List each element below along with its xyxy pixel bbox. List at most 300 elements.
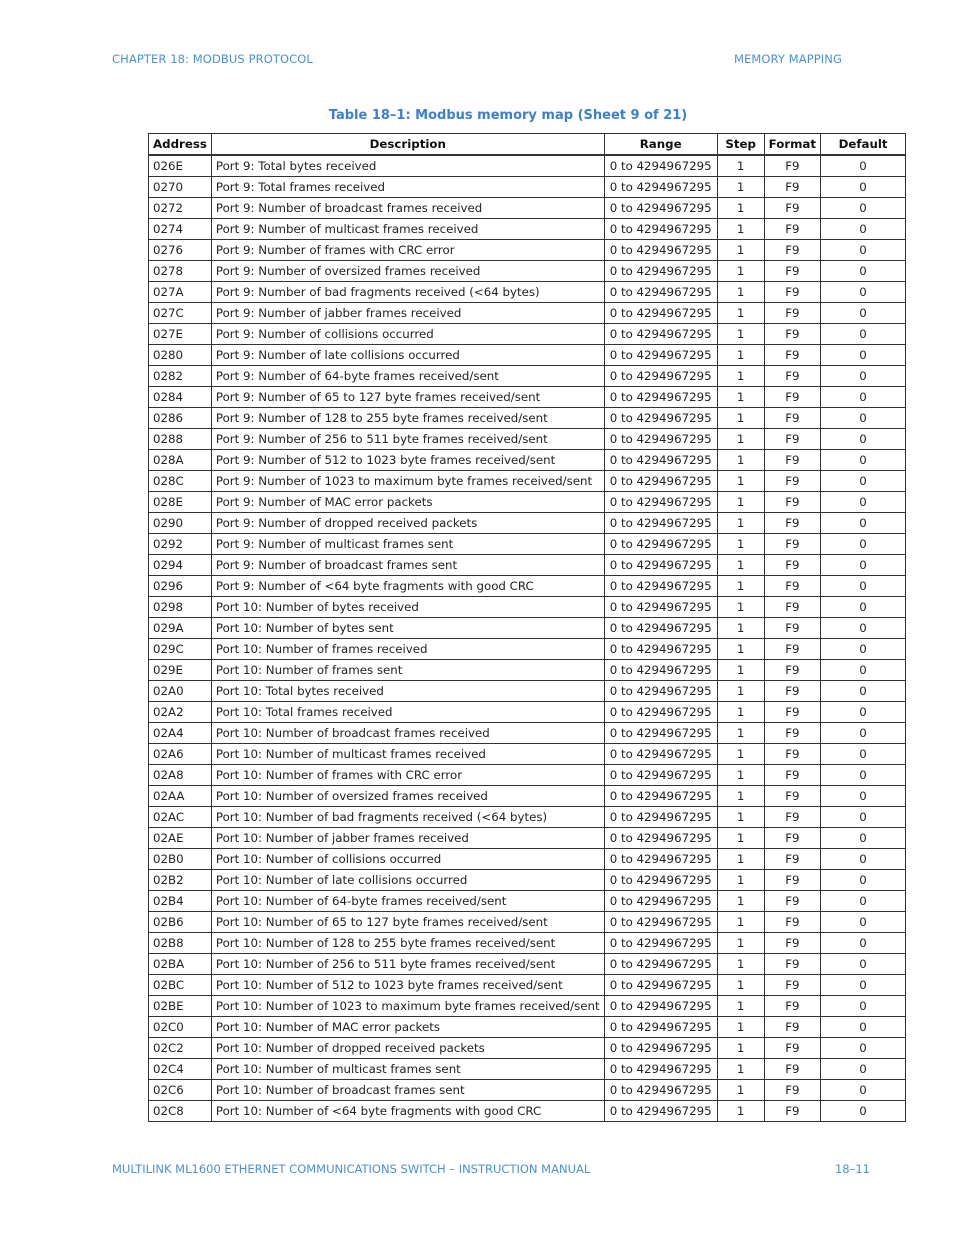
cell-format: F9: [764, 576, 820, 597]
cell-range: 0 to 4294967295: [604, 1017, 717, 1038]
cell-address: 02BC: [149, 975, 212, 996]
cell-range: 0 to 4294967295: [604, 513, 717, 534]
cell-description: Port 9: Total bytes received: [211, 155, 604, 177]
cell-address: 02AA: [149, 786, 212, 807]
table-row: [149, 618, 906, 639]
table-row: [149, 639, 906, 660]
cell-description: Port 9: Number of frames with CRC error: [211, 240, 604, 261]
cell-address: 029A: [149, 618, 212, 639]
cell-description: Port 10: Number of 256 to 511 byte frames received/sent: [211, 954, 604, 975]
cell-default: 0: [821, 639, 906, 660]
cell-address: 02AC: [149, 807, 212, 828]
cell-default: 0: [821, 155, 906, 177]
cell-default: 0: [821, 1059, 906, 1080]
table-row: [149, 492, 906, 513]
cell-format: F9: [764, 975, 820, 996]
table-row: [149, 429, 906, 450]
cell-default: 0: [821, 765, 906, 786]
cell-step: 1: [717, 240, 764, 261]
cell-address: 02BE: [149, 996, 212, 1017]
cell-description: Port 9: Number of bad fragments received (<64 bytes): [211, 282, 604, 303]
cell-default: 0: [821, 1080, 906, 1101]
column-header-range: Range: [604, 134, 717, 156]
cell-default: 0: [821, 954, 906, 975]
cell-range: 0 to 4294967295: [604, 807, 717, 828]
cell-address: 0286: [149, 408, 212, 429]
modbus-memory-map-table: [148, 133, 906, 1122]
cell-default: 0: [821, 282, 906, 303]
cell-range: 0 to 4294967295: [604, 1080, 717, 1101]
cell-format: F9: [764, 155, 820, 177]
column-header-default: Default: [821, 134, 906, 156]
cell-address: 026E: [149, 155, 212, 177]
cell-default: 0: [821, 1038, 906, 1059]
cell-step: 1: [717, 1059, 764, 1080]
table-row: [149, 324, 906, 345]
table-row: [149, 177, 906, 198]
cell-description: Port 10: Number of MAC error packets: [211, 1017, 604, 1038]
cell-format: F9: [764, 849, 820, 870]
cell-step: 1: [717, 723, 764, 744]
table-row: [149, 219, 906, 240]
cell-step: 1: [717, 303, 764, 324]
cell-address: 02B6: [149, 912, 212, 933]
cell-description: Port 10: Number of late collisions occurred: [211, 870, 604, 891]
cell-range: 0 to 4294967295: [604, 492, 717, 513]
cell-default: 0: [821, 681, 906, 702]
table-row: [149, 933, 906, 954]
table-row: [149, 450, 906, 471]
cell-format: F9: [764, 282, 820, 303]
cell-default: 0: [821, 429, 906, 450]
cell-address: 0278: [149, 261, 212, 282]
cell-step: 1: [717, 513, 764, 534]
cell-format: F9: [764, 303, 820, 324]
table-row: [149, 849, 906, 870]
cell-default: 0: [821, 828, 906, 849]
cell-description: Port 10: Number of 128 to 255 byte frames received/sent: [211, 933, 604, 954]
cell-default: 0: [821, 303, 906, 324]
table-row: [149, 660, 906, 681]
cell-default: 0: [821, 366, 906, 387]
table-row: [149, 240, 906, 261]
cell-default: 0: [821, 975, 906, 996]
table-row: [149, 513, 906, 534]
cell-description: Port 10: Number of bytes sent: [211, 618, 604, 639]
cell-range: 0 to 4294967295: [604, 345, 717, 366]
cell-address: 027A: [149, 282, 212, 303]
cell-range: 0 to 4294967295: [604, 681, 717, 702]
cell-format: F9: [764, 198, 820, 219]
table-row: [149, 744, 906, 765]
cell-range: 0 to 4294967295: [604, 240, 717, 261]
cell-format: F9: [764, 1059, 820, 1080]
cell-description: Port 10: Total frames received: [211, 702, 604, 723]
cell-format: F9: [764, 555, 820, 576]
cell-address: 028E: [149, 492, 212, 513]
cell-address: 02C6: [149, 1080, 212, 1101]
manual-title-footer: MULTILINK ML1600 ETHERNET COMMUNICATIONS SWITCH – INSTRUCTION MANUAL: [112, 1162, 591, 1176]
table-caption: Table 18–1: Modbus memory map (Sheet 9 of 21): [328, 108, 688, 123]
table-row: [149, 387, 906, 408]
cell-description: Port 9: Number of dropped received packets: [211, 513, 604, 534]
cell-default: 0: [821, 723, 906, 744]
cell-description: Port 10: Number of collisions occurred: [211, 849, 604, 870]
cell-description: Port 10: Number of multicast frames received: [211, 744, 604, 765]
cell-default: 0: [821, 240, 906, 261]
cell-range: 0 to 4294967295: [604, 870, 717, 891]
cell-description: Port 10: Number of bad fragments received (<64 bytes): [211, 807, 604, 828]
cell-description: Port 10: Number of multicast frames sent: [211, 1059, 604, 1080]
cell-default: 0: [821, 996, 906, 1017]
cell-format: F9: [764, 639, 820, 660]
cell-format: F9: [764, 1017, 820, 1038]
cell-address: 02B0: [149, 849, 212, 870]
cell-format: F9: [764, 429, 820, 450]
cell-address: 02A4: [149, 723, 212, 744]
cell-format: F9: [764, 702, 820, 723]
cell-description: Port 9: Number of multicast frames sent: [211, 534, 604, 555]
cell-format: F9: [764, 177, 820, 198]
table-row: [149, 786, 906, 807]
cell-step: 1: [717, 492, 764, 513]
cell-format: F9: [764, 408, 820, 429]
cell-range: 0 to 4294967295: [604, 744, 717, 765]
cell-step: 1: [717, 786, 764, 807]
table-row: [149, 954, 906, 975]
cell-address: 02AE: [149, 828, 212, 849]
cell-step: 1: [717, 387, 764, 408]
cell-description: Port 9: Number of late collisions occurred: [211, 345, 604, 366]
cell-format: F9: [764, 807, 820, 828]
cell-default: 0: [821, 219, 906, 240]
cell-format: F9: [764, 240, 820, 261]
table-row: [149, 576, 906, 597]
cell-default: 0: [821, 324, 906, 345]
cell-range: 0 to 4294967295: [604, 954, 717, 975]
cell-step: 1: [717, 155, 764, 177]
table-row: [149, 702, 906, 723]
cell-step: 1: [717, 828, 764, 849]
cell-description: Port 10: Number of 1023 to maximum byte frames received/sent: [211, 996, 604, 1017]
cell-step: 1: [717, 996, 764, 1017]
cell-description: Port 10: Total bytes received: [211, 681, 604, 702]
cell-range: 0 to 4294967295: [604, 555, 717, 576]
cell-range: 0 to 4294967295: [604, 765, 717, 786]
table-row: [149, 807, 906, 828]
cell-format: F9: [764, 744, 820, 765]
cell-range: 0 to 4294967295: [604, 450, 717, 471]
cell-description: Port 10: Number of 65 to 127 byte frames received/sent: [211, 912, 604, 933]
table-row: [149, 723, 906, 744]
cell-step: 1: [717, 744, 764, 765]
cell-description: Port 9: Number of broadcast frames received: [211, 198, 604, 219]
cell-address: 02A2: [149, 702, 212, 723]
section-header: MEMORY MAPPING: [733, 52, 842, 66]
cell-description: Port 9: Number of oversized frames received: [211, 261, 604, 282]
cell-default: 0: [821, 471, 906, 492]
cell-description: Port 10: Number of frames received: [211, 639, 604, 660]
cell-address: 0298: [149, 597, 212, 618]
cell-default: 0: [821, 387, 906, 408]
cell-description: Port 9: Number of multicast frames received: [211, 219, 604, 240]
cell-format: F9: [764, 933, 820, 954]
cell-address: 0280: [149, 345, 212, 366]
cell-step: 1: [717, 408, 764, 429]
cell-default: 0: [821, 807, 906, 828]
table-row: [149, 765, 906, 786]
cell-step: 1: [717, 555, 764, 576]
column-header-address: Address: [149, 134, 212, 156]
cell-description: Port 9: Number of <64 byte fragments with good CRC: [211, 576, 604, 597]
cell-range: 0 to 4294967295: [604, 891, 717, 912]
cell-step: 1: [717, 198, 764, 219]
table-row: [149, 555, 906, 576]
cell-default: 0: [821, 345, 906, 366]
cell-format: F9: [764, 345, 820, 366]
cell-description: Port 10: Number of broadcast frames received: [211, 723, 604, 744]
cell-range: 0 to 4294967295: [604, 1101, 717, 1122]
cell-step: 1: [717, 345, 764, 366]
cell-default: 0: [821, 261, 906, 282]
cell-default: 0: [821, 1101, 906, 1122]
cell-default: 0: [821, 597, 906, 618]
cell-step: 1: [717, 954, 764, 975]
table-row: [149, 534, 906, 555]
table-row: [149, 282, 906, 303]
cell-format: F9: [764, 261, 820, 282]
cell-format: F9: [764, 597, 820, 618]
cell-range: 0 to 4294967295: [604, 576, 717, 597]
cell-description: Port 9: Number of 65 to 127 byte frames received/sent: [211, 387, 604, 408]
cell-format: F9: [764, 534, 820, 555]
cell-default: 0: [821, 870, 906, 891]
cell-address: 0270: [149, 177, 212, 198]
cell-address: 02B8: [149, 933, 212, 954]
cell-step: 1: [717, 534, 764, 555]
cell-range: 0 to 4294967295: [604, 660, 717, 681]
cell-step: 1: [717, 681, 764, 702]
cell-range: 0 to 4294967295: [604, 408, 717, 429]
cell-format: F9: [764, 492, 820, 513]
cell-description: Port 9: Number of 64-byte frames received/sent: [211, 366, 604, 387]
cell-step: 1: [717, 177, 764, 198]
cell-description: Port 9: Number of 1023 to maximum byte frames received/sent: [211, 471, 604, 492]
cell-range: 0 to 4294967295: [604, 534, 717, 555]
cell-description: Port 9: Number of collisions occurred: [211, 324, 604, 345]
table-row: [149, 597, 906, 618]
cell-format: F9: [764, 996, 820, 1017]
cell-address: 0276: [149, 240, 212, 261]
cell-range: 0 to 4294967295: [604, 618, 717, 639]
cell-default: 0: [821, 849, 906, 870]
cell-default: 0: [821, 702, 906, 723]
cell-step: 1: [717, 618, 764, 639]
cell-default: 0: [821, 618, 906, 639]
cell-address: 02C2: [149, 1038, 212, 1059]
cell-description: Port 10: Number of 512 to 1023 byte frames received/sent: [211, 975, 604, 996]
cell-description: Port 9: Number of 512 to 1023 byte frames received/sent: [211, 450, 604, 471]
cell-address: 02C4: [149, 1059, 212, 1080]
cell-address: 0288: [149, 429, 212, 450]
cell-step: 1: [717, 324, 764, 345]
cell-range: 0 to 4294967295: [604, 471, 717, 492]
cell-format: F9: [764, 219, 820, 240]
cell-range: 0 to 4294967295: [604, 303, 717, 324]
cell-range: 0 to 4294967295: [604, 702, 717, 723]
cell-format: F9: [764, 891, 820, 912]
cell-step: 1: [717, 660, 764, 681]
cell-description: Port 10: Number of broadcast frames sent: [211, 1080, 604, 1101]
cell-step: 1: [717, 1080, 764, 1101]
cell-default: 0: [821, 555, 906, 576]
table-row: [149, 912, 906, 933]
cell-format: F9: [764, 324, 820, 345]
cell-format: F9: [764, 954, 820, 975]
cell-range: 0 to 4294967295: [604, 261, 717, 282]
cell-description: Port 9: Number of 256 to 511 byte frames received/sent: [211, 429, 604, 450]
table-row: [149, 303, 906, 324]
cell-step: 1: [717, 1038, 764, 1059]
cell-step: 1: [717, 933, 764, 954]
table-body: [149, 155, 906, 1122]
cell-step: 1: [717, 912, 764, 933]
cell-range: 0 to 4294967295: [604, 849, 717, 870]
cell-step: 1: [717, 849, 764, 870]
cell-default: 0: [821, 513, 906, 534]
cell-step: 1: [717, 282, 764, 303]
table-row: [149, 1017, 906, 1038]
cell-description: Port 10: Number of jabber frames received: [211, 828, 604, 849]
cell-default: 0: [821, 492, 906, 513]
cell-address: 0272: [149, 198, 212, 219]
table-row: [149, 996, 906, 1017]
cell-range: 0 to 4294967295: [604, 198, 717, 219]
table-row: [149, 1059, 906, 1080]
column-header-format: Format: [764, 134, 820, 156]
cell-step: 1: [717, 261, 764, 282]
table-row: [149, 261, 906, 282]
cell-address: 02C0: [149, 1017, 212, 1038]
table-row: [149, 345, 906, 366]
cell-range: 0 to 4294967295: [604, 219, 717, 240]
table-row: [149, 891, 906, 912]
chapter-header: CHAPTER 18: MODBUS PROTOCOL: [112, 52, 313, 66]
cell-range: 0 to 4294967295: [604, 639, 717, 660]
cell-address: 0274: [149, 219, 212, 240]
table-row: [149, 366, 906, 387]
cell-range: 0 to 4294967295: [604, 828, 717, 849]
cell-format: F9: [764, 723, 820, 744]
table-row: [149, 408, 906, 429]
cell-format: F9: [764, 660, 820, 681]
cell-format: F9: [764, 681, 820, 702]
cell-address: 0284: [149, 387, 212, 408]
cell-address: 02B4: [149, 891, 212, 912]
cell-step: 1: [717, 975, 764, 996]
cell-description: Port 9: Number of broadcast frames sent: [211, 555, 604, 576]
cell-description: Port 9: Number of jabber frames received: [211, 303, 604, 324]
cell-address: 0290: [149, 513, 212, 534]
cell-address: 02A8: [149, 765, 212, 786]
table-row: [149, 1101, 906, 1122]
table-row: [149, 975, 906, 996]
cell-step: 1: [717, 219, 764, 240]
table-row: [149, 681, 906, 702]
cell-default: 0: [821, 744, 906, 765]
cell-step: 1: [717, 366, 764, 387]
cell-step: 1: [717, 597, 764, 618]
cell-default: 0: [821, 660, 906, 681]
cell-description: Port 10: Number of bytes received: [211, 597, 604, 618]
page-number: 18–11: [834, 1162, 870, 1176]
cell-step: 1: [717, 471, 764, 492]
cell-range: 0 to 4294967295: [604, 1038, 717, 1059]
cell-address: 027E: [149, 324, 212, 345]
cell-format: F9: [764, 870, 820, 891]
column-header-step: Step: [717, 134, 764, 156]
cell-format: F9: [764, 1080, 820, 1101]
cell-format: F9: [764, 828, 820, 849]
cell-address: 029E: [149, 660, 212, 681]
cell-format: F9: [764, 471, 820, 492]
cell-description: Port 9: Number of MAC error packets: [211, 492, 604, 513]
cell-default: 0: [821, 912, 906, 933]
cell-description: Port 10: Number of frames sent: [211, 660, 604, 681]
cell-address: 028A: [149, 450, 212, 471]
cell-step: 1: [717, 1101, 764, 1122]
cell-address: 02BA: [149, 954, 212, 975]
cell-default: 0: [821, 408, 906, 429]
cell-description: Port 10: Number of 64-byte frames received/sent: [211, 891, 604, 912]
cell-format: F9: [764, 618, 820, 639]
cell-default: 0: [821, 450, 906, 471]
cell-step: 1: [717, 807, 764, 828]
cell-address: 02C8: [149, 1101, 212, 1122]
cell-range: 0 to 4294967295: [604, 933, 717, 954]
cell-description: Port 10: Number of frames with CRC error: [211, 765, 604, 786]
cell-range: 0 to 4294967295: [604, 1059, 717, 1080]
cell-range: 0 to 4294967295: [604, 975, 717, 996]
cell-format: F9: [764, 912, 820, 933]
cell-range: 0 to 4294967295: [604, 786, 717, 807]
cell-format: F9: [764, 1038, 820, 1059]
cell-step: 1: [717, 891, 764, 912]
cell-range: 0 to 4294967295: [604, 429, 717, 450]
cell-format: F9: [764, 366, 820, 387]
cell-range: 0 to 4294967295: [604, 155, 717, 177]
cell-description: Port 10: Number of dropped received packets: [211, 1038, 604, 1059]
cell-description: Port 9: Total frames received: [211, 177, 604, 198]
table-header-row: [149, 134, 906, 156]
cell-description: Port 10: Number of <64 byte fragments with good CRC: [211, 1101, 604, 1122]
table-row: [149, 870, 906, 891]
table-row: [149, 1038, 906, 1059]
cell-default: 0: [821, 198, 906, 219]
cell-range: 0 to 4294967295: [604, 324, 717, 345]
cell-description: Port 10: Number of oversized frames received: [211, 786, 604, 807]
cell-default: 0: [821, 786, 906, 807]
cell-step: 1: [717, 870, 764, 891]
cell-description: Port 9: Number of 128 to 255 byte frames received/sent: [211, 408, 604, 429]
cell-range: 0 to 4294967295: [604, 912, 717, 933]
table-row: [149, 1080, 906, 1101]
cell-format: F9: [764, 786, 820, 807]
cell-format: F9: [764, 387, 820, 408]
cell-default: 0: [821, 933, 906, 954]
cell-step: 1: [717, 450, 764, 471]
cell-default: 0: [821, 1017, 906, 1038]
